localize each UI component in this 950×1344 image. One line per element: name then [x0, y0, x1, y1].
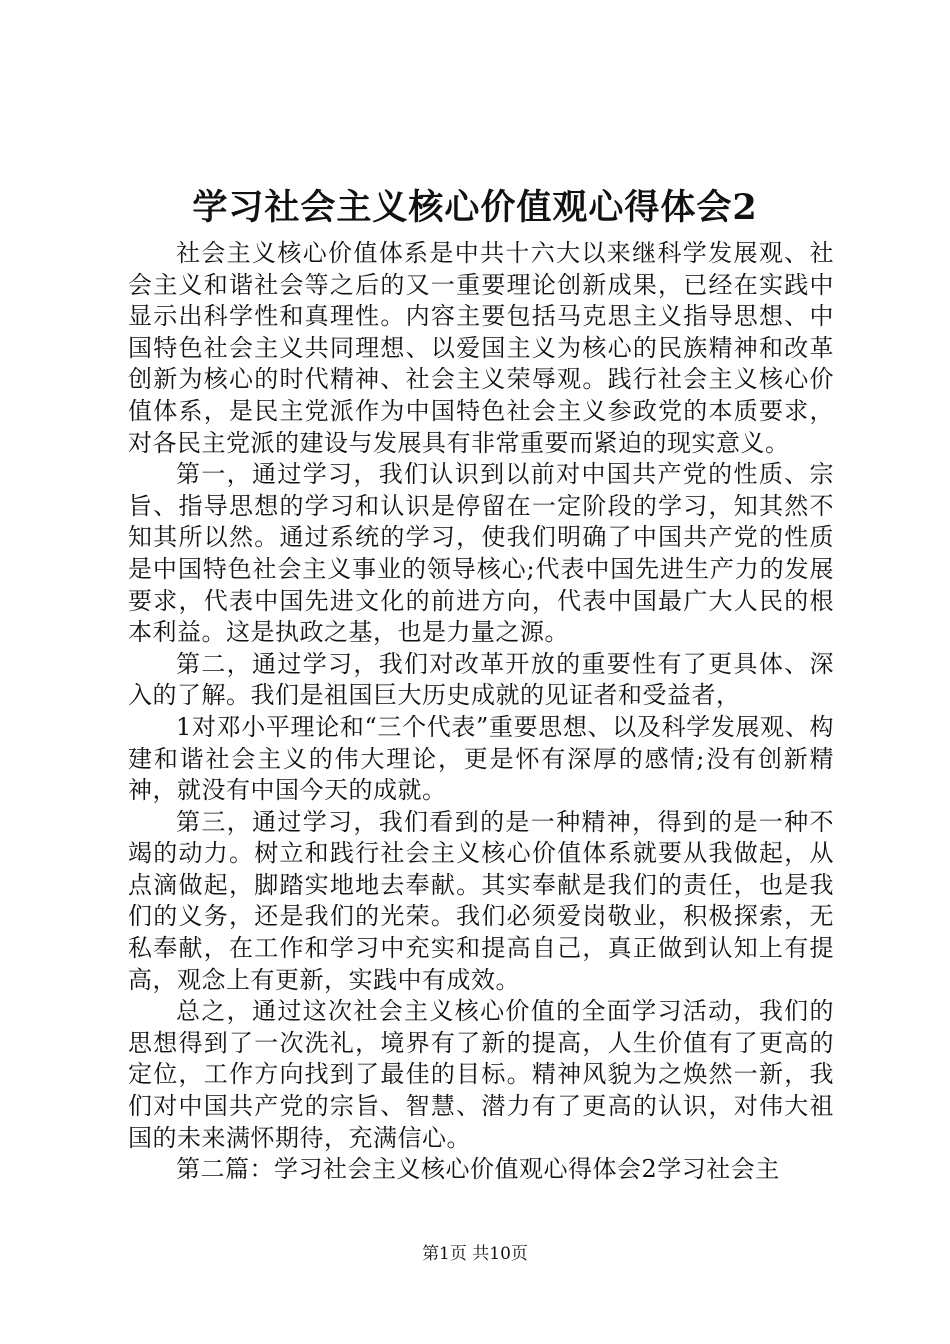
document-title: 学习社会主义核心价值观心得体会2 — [192, 187, 758, 228]
paragraph-first: 第一，通过学习，我们认识到以前对中国共产党的性质、宗旨、指导思想的学习和认识是停留在一定阶段的学习，知其然不知其所以然。通过系统的学习，使我们明确了中国共产党的性质是中国特色社会主义事业的领导核心;代表中国先进生产力的发展要求，代表中国先进文化的前进方向，代表中国最广大人民的根本利益。这是执政之基，也是力量之源。 — [128, 460, 834, 647]
page-footer: 第1页 共10页 — [422, 1244, 528, 1264]
paragraph-next-chapter: 第二篇：学习社会主义核心价值观心得体会2学习社会主 — [176, 1155, 780, 1184]
paragraph-conclusion: 总之，通过这次社会主义核心价值的全面学习活动，我们的思想得到了一次洗礼，境界有了新的提高，人生价值有了更高的定位，工作方向找到了最佳的目标。精神风貌为之焕然一新，我们对中国共产党的宗旨、智慧、潜力有了更高的认识，对伟大祖国的未来满怀期待，充满信心。 — [128, 997, 834, 1152]
paragraph-second-continued: 1对邓小平理论和“三个代表”重要思想、以及科学发展观、构建和谐社会主义的伟大理论，更是怀有深厚的感情;没有创新精神，就没有中国今天的成就。 — [128, 712, 834, 805]
paragraph-second: 第二，通过学习，我们对改革开放的重要性有了更具体、深入的了解。我们是祖国巨大历史成就的见证者和受益者， — [128, 649, 834, 710]
paragraph-third: 第三，通过学习，我们看到的是一种精神，得到的是一种不竭的动力。树立和践行社会主义核心价值体系就要从我做起，从点滴做起，脚踏实地地去奉献。其实奉献是我们的责任，也是我们的义务，还是我们的光荣。我们必须爱岗敬业，积极探索，无私奉献，在工作和学习中充实和提高自己，真正做到认知上有提高，观念上有更新，实践中有成效。 — [128, 807, 834, 994]
document-body — [128, 238, 834, 1186]
paragraph-intro: 社会主义核心价值体系是中共十六大以来继科学发展观、社会主义和谐社会等之后的又一重要理论创新成果，已经在实践中显示出科学性和真理性。内容主要包括马克思主义指导思想、中国特色社会主义共同理想、以爱国主义为核心的民族精神和改革创新为核心的时代精神、社会主义荣辱观。践行社会主义核心价值体系，是民主党派作为中国特色社会主义参政党的本质要求，对各民主党派的建设与发展具有非常重要而紧迫的现实意义。 — [128, 239, 834, 457]
